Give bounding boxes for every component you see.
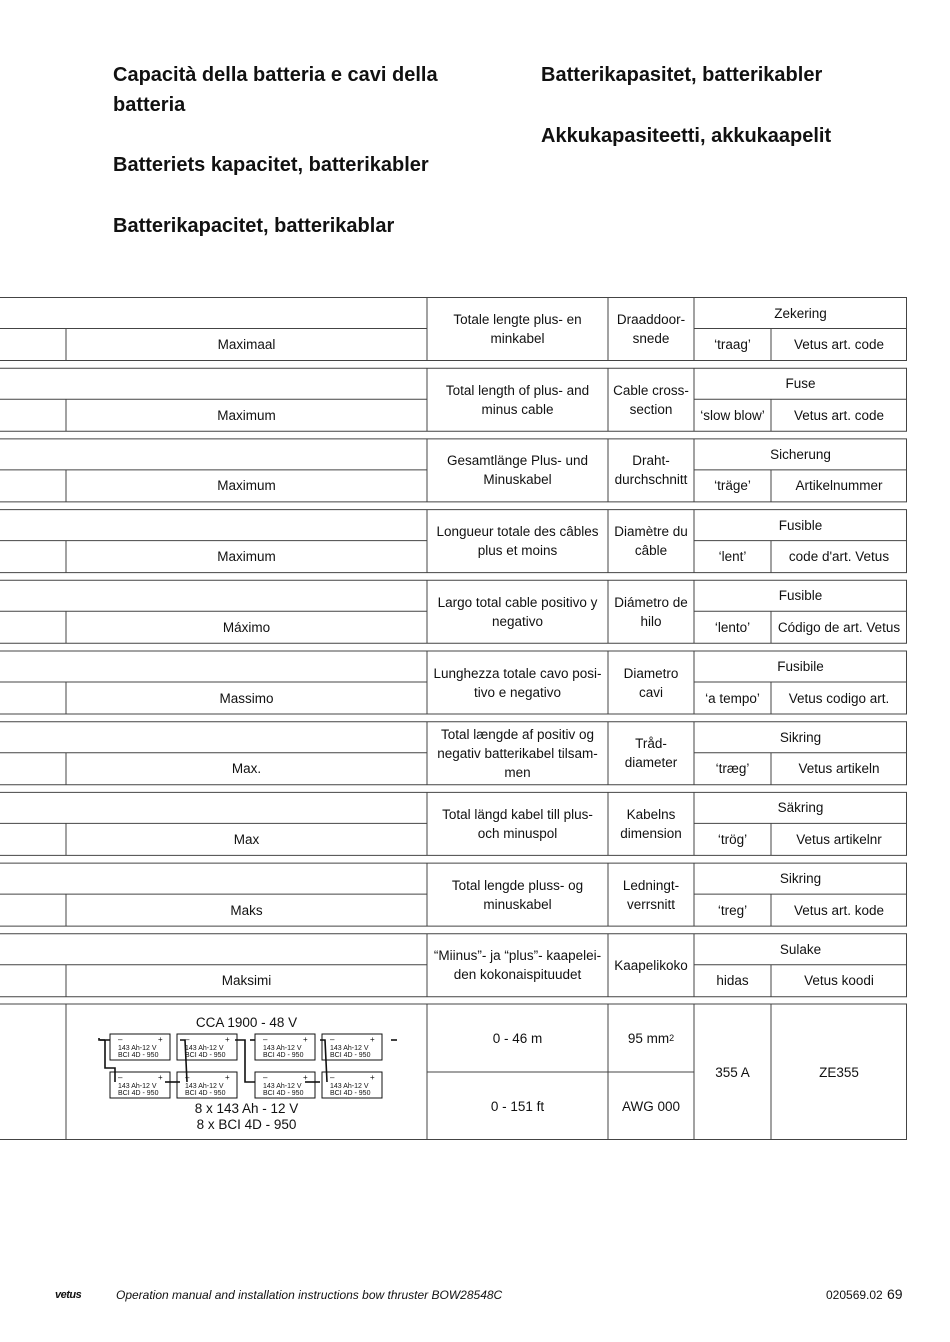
fuse-header: Säkring	[777, 800, 824, 816]
battery-capacity: 143 Ah-12 V	[118, 1083, 157, 1090]
battery-desc-2: 8 x BCI 4D - 950	[196, 1116, 297, 1132]
heading-finnish: Akkukapasiteetti, akkukaapelit	[541, 125, 832, 147]
battery-bci: BCI 4D - 950	[263, 1090, 304, 1097]
battery-capacity: 143 Ah-12 V	[330, 1045, 369, 1052]
article-code-header: Código de art. Vetus	[777, 619, 901, 635]
max-label: Maksimi	[221, 973, 272, 989]
battery-minus: –	[263, 1073, 268, 1082]
battery-plus: +	[158, 1035, 163, 1044]
battery-bci: BCI 4D - 950	[185, 1090, 226, 1097]
length-header: Longueur totale des câbles plus et moins	[436, 524, 599, 559]
cable-dia-mm: 95 mm	[627, 1030, 670, 1046]
diameter-header: Ledningt-verrsnitt	[622, 877, 680, 912]
battery-capacity: 143 Ah-12 V	[185, 1083, 224, 1090]
article-code-header: Vetus art. code	[793, 337, 885, 352]
max-label: Maks	[230, 902, 263, 918]
diameter-header: Kaapelikoko	[614, 957, 688, 973]
fuse-type-header: ‘trög’	[717, 831, 748, 847]
diameter-header: Diámetro de hilo	[614, 594, 688, 629]
battery-bci: BCI 4D - 950	[330, 1090, 371, 1097]
battery-plus: +	[370, 1035, 375, 1044]
max-label: Massimo	[219, 690, 274, 706]
battery-minus: –	[185, 1035, 190, 1044]
length-header: Total length of plus- and minus cable	[445, 382, 590, 417]
article-code-header: code d'art. Vetus	[788, 549, 890, 565]
article-code-header: Vetus art. kode	[793, 902, 885, 918]
fuse-header: Sikring	[779, 729, 822, 745]
heading-italian: Capacità della batteria e cavi della batteria	[113, 64, 438, 116]
article-code-header: Vetus artikeln	[798, 761, 880, 777]
max-label: Maximum	[217, 549, 276, 565]
length-header: “Miinus”- ja “plus”- kaapelei-den kokonaispituudet	[433, 948, 602, 983]
length-header: Totale lengte plus- en minkabel	[453, 312, 582, 346]
battery-plus: +	[158, 1073, 163, 1082]
article-code-header: Vetus art. code	[793, 407, 885, 423]
cca-label: CCA 1900 - 48 V	[195, 1014, 298, 1030]
length-imperial: 0 - 151 ft	[490, 1098, 545, 1114]
battery-wiring-diagram	[95, 1026, 397, 1100]
footer-title: Operation manual and installation instructions bow thruster BOW28548C	[116, 1288, 503, 1302]
max-label: Maximaal	[217, 337, 276, 352]
fuse-rating: 355 A	[715, 1064, 750, 1080]
battery-minus: –	[118, 1073, 123, 1082]
article-code-header: Artikelnummer	[795, 478, 883, 494]
diameter-header: Kabelns dimension	[620, 806, 682, 841]
fuse-header: Fusible	[778, 517, 823, 533]
article-code-header: Vetus codigo art.	[788, 690, 890, 706]
length-header: Total längd kabel till plus- och minuspol	[442, 806, 593, 841]
cable-dia-metric	[608, 1004, 694, 1072]
fuse-type-header: ‘lent’	[718, 549, 747, 565]
vetus-logo: vetus	[55, 1289, 82, 1301]
battery-minus: –	[118, 1035, 123, 1044]
battery-capacity: 143 Ah-12 V	[263, 1045, 302, 1052]
battery-minus: –	[330, 1073, 335, 1082]
length-header: Largo total cable positivo y negativo	[437, 594, 598, 629]
battery-plus: +	[303, 1035, 308, 1044]
battery-cable-table	[0, 297, 907, 1140]
footer-doc-number: 020569.02	[826, 1288, 883, 1302]
battery-minus: –	[263, 1035, 268, 1044]
battery-bci: BCI 4D - 950	[118, 1052, 159, 1059]
max-label: Máximo	[222, 619, 271, 635]
page-number: 69	[887, 1286, 903, 1302]
battery-capacity: 143 Ah-12 V	[185, 1045, 224, 1052]
diameter-header: Cable cross-section	[613, 382, 689, 417]
fuse-type-header: ‘treg’	[717, 902, 748, 918]
battery-plus: +	[225, 1035, 230, 1044]
length-header: Lunghezza totale cavo posi-tivo e negativo	[433, 665, 602, 700]
fuse-type-header: ‘a tempo’	[705, 690, 760, 706]
fuse-code: ZE355	[819, 1064, 859, 1080]
heading-danish: Batteriets kapacitet, batterikabler	[113, 154, 429, 176]
battery-plus: +	[370, 1073, 375, 1082]
fuse-header: Zekering	[774, 305, 827, 321]
diameter-header: Draht-durchschnitt	[614, 453, 688, 488]
diameter-header: Draaddoor-snede	[616, 312, 686, 346]
fuse-type-header: hidas	[716, 973, 749, 989]
cable-dia-sup: 2	[669, 1032, 675, 1043]
max-label: Max.	[231, 761, 262, 777]
length-header: Gesamtlänge Plus- und Minuskabel	[446, 453, 589, 488]
article-code-header: Vetus artikelnr	[796, 831, 882, 847]
battery-capacity: 143 Ah-12 V	[263, 1083, 302, 1090]
battery-plus: +	[225, 1073, 230, 1082]
fuse-type-header: ‘træg’	[715, 761, 750, 777]
battery-capacity: 143 Ah-12 V	[118, 1045, 157, 1052]
fuse-header: Sulake	[779, 941, 822, 957]
battery-bci: BCI 4D - 950	[185, 1052, 226, 1059]
heading-norwegian: Batterikapasitet, batterikabler	[541, 64, 823, 86]
fuse-type-header: ‘träge’	[714, 478, 751, 494]
heading-swedish: Batterikapacitet, batterikablar	[113, 215, 395, 237]
battery-bci: BCI 4D - 950	[118, 1090, 159, 1097]
battery-minus: –	[185, 1073, 190, 1082]
max-label: Max	[233, 831, 260, 847]
max-label: Maximum	[217, 407, 276, 423]
fuse-type-header: ‘slow blow’	[700, 407, 765, 423]
battery-minus: –	[330, 1035, 335, 1044]
fuse-header: Sikring	[779, 871, 822, 887]
length-header: Total lengde pluss- og minuskabel	[451, 877, 584, 912]
length-metric: 0 - 46 m	[492, 1030, 543, 1046]
article-code-header: Vetus koodi	[804, 973, 874, 989]
diameter-header: Diamètre du câble	[614, 524, 688, 559]
fuse-type-header: ‘traag’	[714, 337, 751, 352]
battery-desc-1: 8 x 143 Ah - 12 V	[194, 1100, 299, 1116]
diameter-header: Diametro cavi	[623, 665, 679, 700]
battery-bci: BCI 4D - 950	[263, 1052, 304, 1059]
diameter-header: Tråd-diameter	[624, 736, 678, 771]
battery-bci: BCI 4D - 950	[330, 1052, 371, 1059]
cable-dia-awg: AWG 000	[621, 1098, 681, 1114]
length-header: Total længde af positiv og negativ batterikabel tilsam-men	[437, 726, 598, 780]
fuse-type-header: ‘lento’	[714, 619, 751, 635]
fuse-header: Fusibile	[777, 659, 824, 674]
battery-plus: +	[303, 1073, 308, 1082]
fuse-header: Fuse	[785, 376, 816, 392]
max-label: Maximum	[217, 478, 276, 494]
fuse-header: Fusible	[778, 588, 823, 604]
battery-capacity: 143 Ah-12 V	[330, 1083, 369, 1090]
fuse-header: Sicherung	[770, 446, 831, 462]
